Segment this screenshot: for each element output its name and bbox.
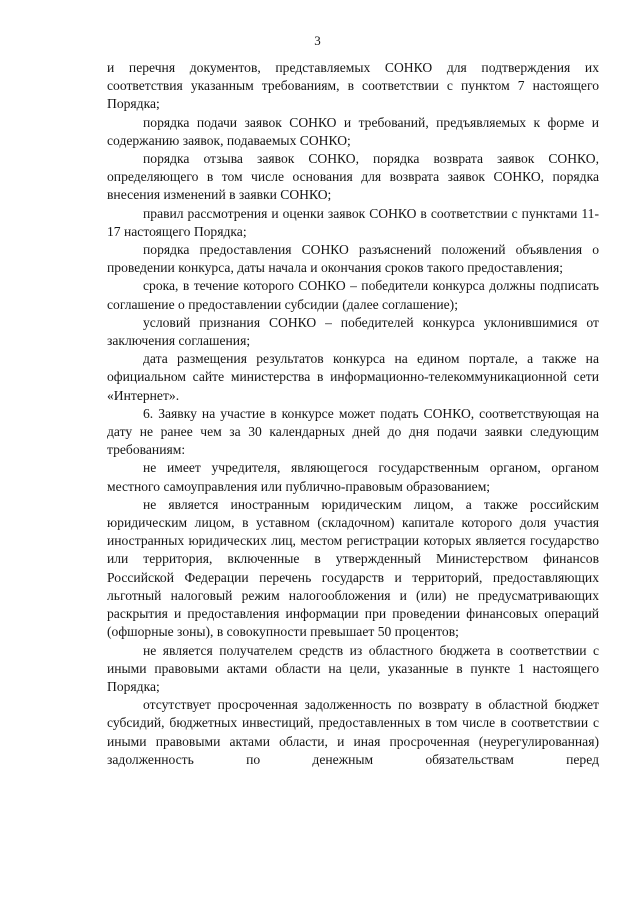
- paragraph-12: не является получателем средств из областного бюджета в соответствии с иными правовыми актами области на цели, указанные в пункте 1 настоящего Порядка;: [107, 642, 599, 694]
- paragraph-2: порядка подачи заявок СОНКО и требований, предъявляемых к форме и содержанию заявок, подаваемых СОНКО;: [107, 114, 599, 148]
- paragraph-9: 6. Заявку на участие в конкурсе может подать СОНКО, соответствующая на дату не ранее чем за 30 календарных дней до дня подачи заявки следующим требованиям:: [107, 405, 599, 458]
- paragraph-6: срока, в течение которого СОНКО – победители конкурса должны подписать соглашение о предоставлении субсидии (далее соглашение);: [107, 278, 599, 312]
- paragraph-3: порядка отзыва заявок СОНКО, порядка возврата заявок СОНКО, определяющего в том числе основания для возврата заявок СОНКО, порядка внесения изменений в заявки СОНКО;: [107, 151, 599, 203]
- paragraph-13: отсутствует просроченная задолженность по возврату в областной бюджет субсидий, бюджетных инвестиций, предоставленных в том числе в соответствии с иными правовыми актами области, и иная просроченная (неурегулированная) задолженность по денежным обязательствам перед: [107, 697, 599, 767]
- page-number: 3: [314, 33, 321, 48]
- paragraph-4: правил рассмотрения и оценки заявок СОНКО в соответствии с пунктами 11-17 настоящего Порядка;: [107, 205, 599, 239]
- paragraph-5: порядка предоставления СОНКО разъяснений положений объявления о проведении конкурса, даты начала и окончания сроков такого предоставления;: [107, 242, 599, 276]
- paragraph-10: не имеет учредителя, являющегося государственным органом, органом местного самоуправления или публично-правовым образованием;: [107, 460, 599, 494]
- paragraph-8: дата размещения результатов конкурса на едином портале, а также на официальном сайте министерства в информационно-телекоммуникационной сети «Интернет».: [107, 351, 599, 403]
- paragraph-1: и перечня документов, представляемых СОНКО для подтверждения их соответствия указанным требованиям, в соответствии с пунктом 7 настоящего Порядка;: [107, 60, 599, 112]
- document-body: [107, 59, 599, 769]
- paragraph-11: не является иностранным юридическим лицом, а также российским юридическим лицом, в уставном (складочном) капитале которого доля участия иностранных юридических лиц, местом регистрации которых является государство или территория, включенные в утвержденный Министерством финансов Российской Федерации перечень государств и территорий, предоставляющих льготный налоговый режим налогообложения и (или) не предусматривающих раскрытия и предоставления информации при проведении финансовых операций (офшорные зоны), в совокупности превышает 50 процентов;: [107, 496, 599, 640]
- paragraph-7: условий признания СОНКО – победителей конкурса уклонившимися от заключения соглашения;: [107, 314, 599, 349]
